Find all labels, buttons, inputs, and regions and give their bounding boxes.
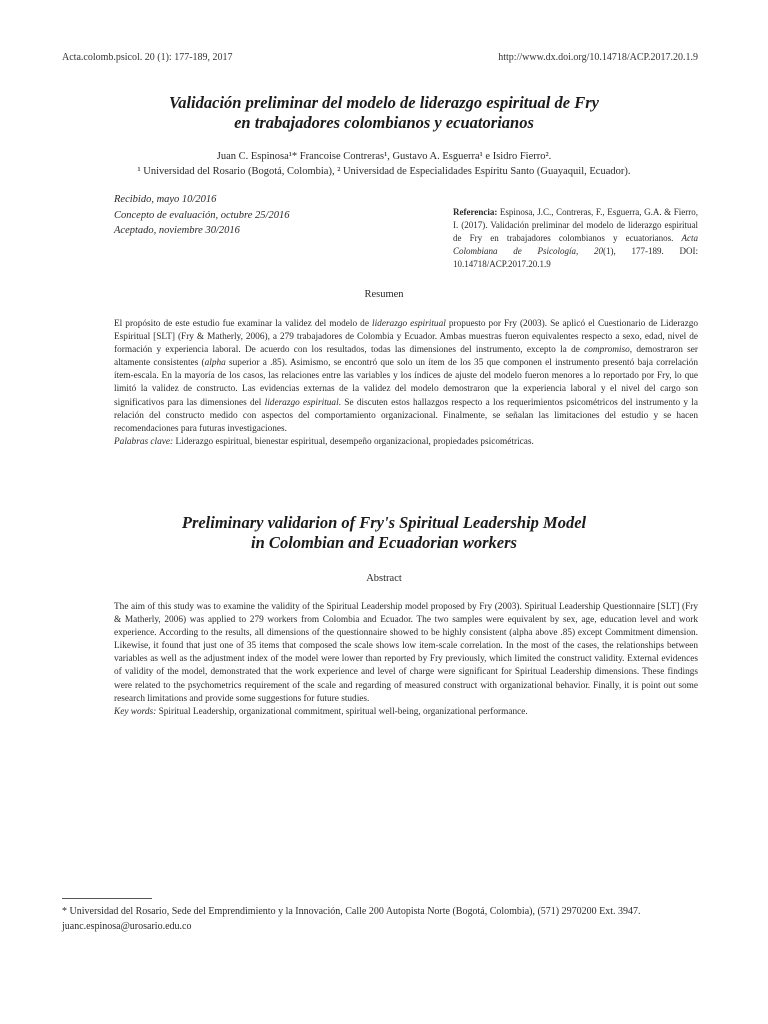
resumen-italic-3: alpha — [204, 358, 226, 369]
palabras-clave-label: Palabras clave: — [114, 436, 174, 447]
received-date: Recibido, mayo 10/2016 — [114, 194, 217, 205]
accepted-date: Aceptado, noviembre 30/2016 — [114, 225, 240, 236]
spanish-title — [0, 93, 768, 133]
resumen-heading: Resumen — [364, 289, 404, 300]
palabras-clave: Liderazgo espiritual, bienestar espiritual, desempeño organizacional, propiedades psicométricas. — [173, 436, 534, 447]
keywords-label: Key words: — [114, 706, 157, 717]
resumen-text-5: . Se discuten estos hallazgos respecto a los requerimientos psicométricos del instrumento y la relación del constructo medido con aspectos del comportamiento organizacional. Finalmente, se señalan las limitaciones del estudio y se hacen recomendaciones para futuras investigaciones. — [114, 397, 698, 434]
resumen-italic-4: liderazgo espiritual — [264, 397, 339, 408]
english-title-line-1: Preliminary validarion of Fry's Spiritual Leadership Model — [181, 513, 587, 532]
abstract-heading: Abstract — [366, 573, 402, 584]
reference-journal: Acta Colombiana de Psicología, 20 — [453, 233, 698, 256]
journal-citation-header: Acta.colomb.psicol. 20 (1): 177-189, 2017 — [62, 52, 233, 63]
resumen-italic-1: liderazgo espiritual — [372, 319, 446, 329]
submission-dates — [114, 192, 289, 239]
doi-link[interactable]: http://www.dx.doi.org/10.14718/ACP.2017.20.1.9 — [498, 52, 698, 63]
resumen-italic-2: compromiso — [584, 345, 630, 356]
abstract-text: The aim of this study was to examine the validity of the Spiritual Leadership model proposed by Fry (2003). Spiritual Leadership Questionnaire [SLT] (Fry & Matherly, 2006) was applied to 279 workers from Colombia and Ecuador. The two samples were equivalent by sex, age, education level and work experience. According to the results, all dimensions of the questionnaire showed to be highly consistent (alpha above .85) except Commitment dimension. Likewise, it found that just one of 35 items that composed the scale shows low item-scale correlation. In the most of the cases, the relationships between variables as well as the adjustment index of the model were lower than reported by Fry previously, which limited the construct validity. External evidences of validity of the model, demonstrated that the work experience and level of charge were significant for Spiritual Leadership dimensions. These findings were related to the psychometrics requirement of the scale and regarding of measured construct with organizational behavior. Finally, it is point out some research limitations and provide some suggestions for future studies. — [114, 602, 698, 704]
abstract-body — [114, 601, 698, 719]
evaluation-date: Concepto de evaluación, octubre 25/2016 — [114, 209, 290, 221]
resumen-body — [114, 318, 698, 449]
spanish-title-line-2: en trabajadores colombianos y ecuatorianos — [234, 113, 534, 132]
footnote-divider — [62, 898, 152, 899]
resumen-text-2: propuesto por Fry (2003). Se aplicó el Cuestionario de Liderazgo Espiritual [SLT] (Fry & Matherly, 2006), a 279 trabajadores de Colombia y Ecuador. Ambas muestras fueron equivalentes respecto a sexo, edad, nivel de formación y experiencia laboral. De acuerdo con los resultados, todas las dimensiones del instrumento, excepto la de — [114, 319, 699, 356]
citation-reference-box — [453, 206, 698, 271]
reference-text-a: Espinosa, J.C., Contreras, F., Esguerra, G.A. & Fierro, I. (2017). Validación preliminar del modelo de liderazgo espiritual de Fry en trabajadores colombianos y ecuatorianos. — [453, 207, 698, 243]
keywords: Spiritual Leadership, organizational commitment, spiritual well-being, organizational performance. — [156, 706, 528, 717]
english-title-line-2: in Colombian and Ecuadorian workers — [251, 533, 517, 552]
spanish-title-line-1: Validación preliminar del modelo de liderazgo espiritual de Fry — [169, 93, 599, 112]
english-title — [0, 513, 768, 553]
author-block — [0, 149, 768, 179]
reference-label: Referencia: — [453, 207, 498, 217]
resumen-text-4: superior a .85). Asimismo, se encontró que solo un ítem de los 35 que componen el instrumento presentó baja correlación ítem-escala. En la mayoría de los casos, las relaciones entre las variables y los índices de ajuste del modelo fueron menores a lo reportado por Fry, lo que limitó la validez de constructo. Las evidencias externas de la validez del modelo demostraron que la experiencia laboral y el nivel del cargo son significativos para las dimensiones del — [114, 358, 699, 408]
reference-text-b: (1), 177-189. DOI: 10.14718/ACP.2017.20.1.9 — [453, 246, 698, 269]
resumen-text-1: El propósito de este estudio fue examinar la validez del modelo de — [114, 319, 372, 329]
resumen-text-3: , demostraron ser altamente consistentes ( — [114, 345, 698, 369]
corresponding-author-footnote: * Universidad del Rosario, Sede del Emprendimiento y la Innovación, Calle 200 Autopista Norte (Bogotá, Colombia), (571) 2970200 Ext. 3947. juanc.espinosa@urosario.edu.co — [62, 906, 641, 932]
author-list: Juan C. Espinosa¹* Francoise Contreras¹, Gustavo A. Esguerra¹ e Isidro Fierro². — [216, 151, 552, 162]
affiliations: ¹ Universidad del Rosario (Bogotá, Colombia), ² Universidad de Especialidades Espíritu Santo (Guayaquil, Ecuador). — [137, 166, 631, 177]
